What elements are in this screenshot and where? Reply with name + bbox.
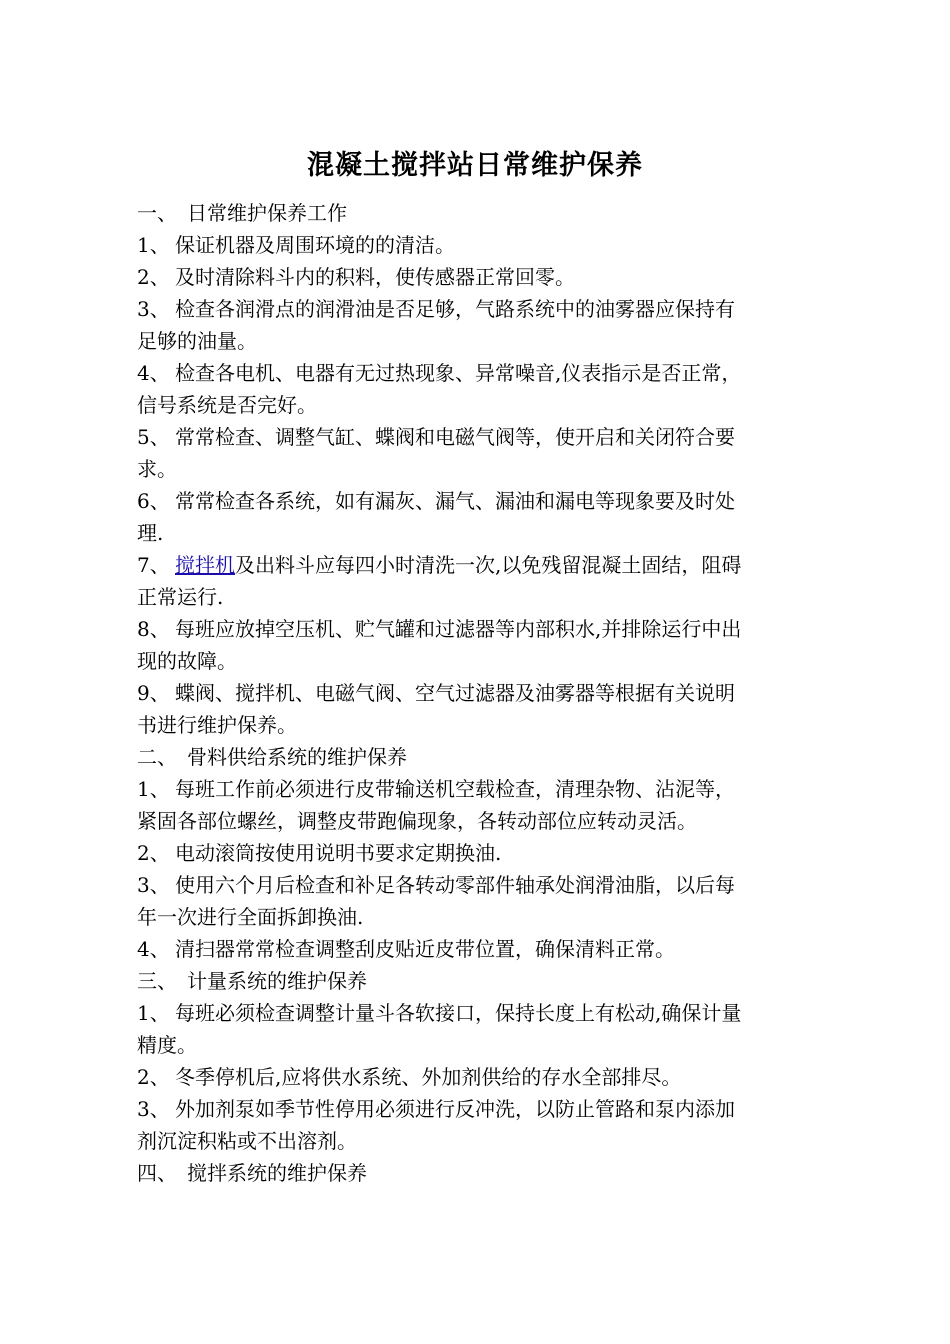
- paragraph-line: [137, 837, 817, 869]
- paragraph-line: [137, 357, 817, 389]
- item-number: 4、: [137, 361, 170, 385]
- paragraph-line: [137, 421, 817, 453]
- line-text: 搅拌系统的维护保养: [187, 1161, 367, 1185]
- paragraph-line: [137, 1093, 817, 1125]
- line-text: 紧固各部位螺丝，调整皮带跑偏现象，各转动部位应转动灵活。: [137, 809, 697, 833]
- line-text: 使用六个月后检查和补足各转动零部件轴承处润滑油脂，以后每: [175, 873, 735, 897]
- item-number: 7、: [137, 553, 170, 577]
- item-number: 3、: [137, 297, 170, 321]
- item-number: 1、: [137, 233, 170, 257]
- line-text: 计量系统的维护保养: [187, 969, 367, 993]
- line-text: 每班应放掉空压机、贮气罐和过滤器等内部积水,并排除运行中出: [175, 617, 742, 641]
- line-text: 信号系统是否完好。: [137, 393, 317, 417]
- paragraph-line: [137, 389, 817, 421]
- item-number: 1、: [137, 1001, 170, 1025]
- item-number: 一、: [137, 201, 177, 225]
- section-heading: [137, 197, 817, 229]
- line-text: 每班必须检查调整计量斗各软接口，保持长度上有松动,确保计量: [175, 1001, 742, 1025]
- line-text: 足够的油量。: [137, 329, 257, 353]
- line-text: 正常运行.: [137, 585, 224, 609]
- line-text: 及出料斗应每四小时清洗一次,以免残留混凝土固结，阻碍: [235, 553, 742, 577]
- line-text: 精度。: [137, 1033, 197, 1057]
- paragraph-line: [137, 325, 817, 357]
- item-number: 4、: [137, 937, 170, 961]
- line-text: 求。: [137, 457, 177, 481]
- item-number: 四、: [137, 1161, 177, 1185]
- paragraph-line: [137, 773, 817, 805]
- line-text: 现的故障。: [137, 649, 237, 673]
- line-text: 每班工作前必须进行皮带输送机空载检查，清理杂物、沾泥等，: [175, 777, 735, 801]
- paragraph-line: [137, 933, 817, 965]
- paragraph-line: [137, 229, 817, 261]
- item-number: 6、: [137, 489, 170, 513]
- paragraph-line: [137, 613, 817, 645]
- item-number: 2、: [137, 841, 170, 865]
- paragraph-line: [137, 581, 817, 613]
- paragraph-line: [137, 645, 817, 677]
- item-number: 3、: [137, 873, 170, 897]
- paragraph-line: [137, 261, 817, 293]
- line-text: 蝶阀、搅拌机、电磁气阀、空气过滤器及油雾器等根据有关说明: [175, 681, 735, 705]
- line-text: 及时清除料斗内的积料，使传感器正常回零。: [175, 265, 575, 289]
- item-number: 5、: [137, 425, 170, 449]
- line-text: 年一次进行全面拆卸换油.: [137, 905, 364, 929]
- line-text: 保证机器及周围环境的的清洁。: [175, 233, 455, 257]
- line-text: 日常维护保养工作: [187, 201, 347, 225]
- line-text: 电动滚筒按使用说明书要求定期换油.: [175, 841, 502, 865]
- item-number: 三、: [137, 969, 177, 993]
- line-text: 理.: [137, 521, 164, 545]
- line-text: 检查各润滑点的润滑油是否足够，气路系统中的油雾器应保持有: [175, 297, 735, 321]
- item-number: 1、: [137, 777, 170, 801]
- line-text: 骨料供给系统的维护保养: [187, 745, 407, 769]
- paragraph-line: [137, 293, 817, 325]
- paragraph-line: [137, 901, 817, 933]
- paragraph-line: [137, 1061, 817, 1093]
- line-text: 冬季停机后,应将供水系统、外加剂供给的存水全部排尽。: [175, 1065, 682, 1089]
- section-heading: [137, 965, 817, 997]
- line-text: 常常检查、调整气缸、蝶阀和电磁气阀等，使开启和关闭符合要: [175, 425, 735, 449]
- paragraph-line: [137, 1029, 817, 1061]
- line-text: 清扫器常常检查调整刮皮贴近皮带位置，确保清料正常。: [175, 937, 675, 961]
- line-text: 常常检查各系统，如有漏灰、漏气、漏油和漏电等现象要及时处: [175, 489, 735, 513]
- item-number: 3、: [137, 1097, 170, 1121]
- item-number: 8、: [137, 617, 170, 641]
- document-body: [137, 197, 817, 1189]
- section-heading: [137, 741, 817, 773]
- section-heading: [137, 1157, 817, 1189]
- item-number: 2、: [137, 265, 170, 289]
- page-title: 混凝土搅拌站日常维护保养: [307, 150, 643, 181]
- item-number: 2、: [137, 1065, 170, 1089]
- paragraph-line: [137, 453, 817, 485]
- line-text: 检查各电机、电器有无过热现象、异常噪音,仪表指示是否正常，: [175, 361, 742, 385]
- mixer-link[interactable]: 搅拌机: [175, 553, 235, 577]
- paragraph-line: [137, 485, 817, 517]
- paragraph-line: [137, 517, 817, 549]
- paragraph-line: [137, 997, 817, 1029]
- paragraph-line: [137, 549, 817, 581]
- line-text: 书进行维护保养。: [137, 713, 297, 737]
- paragraph-line: [137, 805, 817, 837]
- paragraph-line: [137, 709, 817, 741]
- paragraph-line: [137, 1125, 817, 1157]
- paragraph-line: [137, 869, 817, 901]
- item-number: 二、: [137, 745, 177, 769]
- paragraph-line: [137, 677, 817, 709]
- line-text: 外加剂泵如季节性停用必须进行反冲洗，以防止管路和泵内添加: [175, 1097, 735, 1121]
- item-number: 9、: [137, 681, 170, 705]
- line-text: 剂沉淀积粘或不出溶剂。: [137, 1129, 357, 1153]
